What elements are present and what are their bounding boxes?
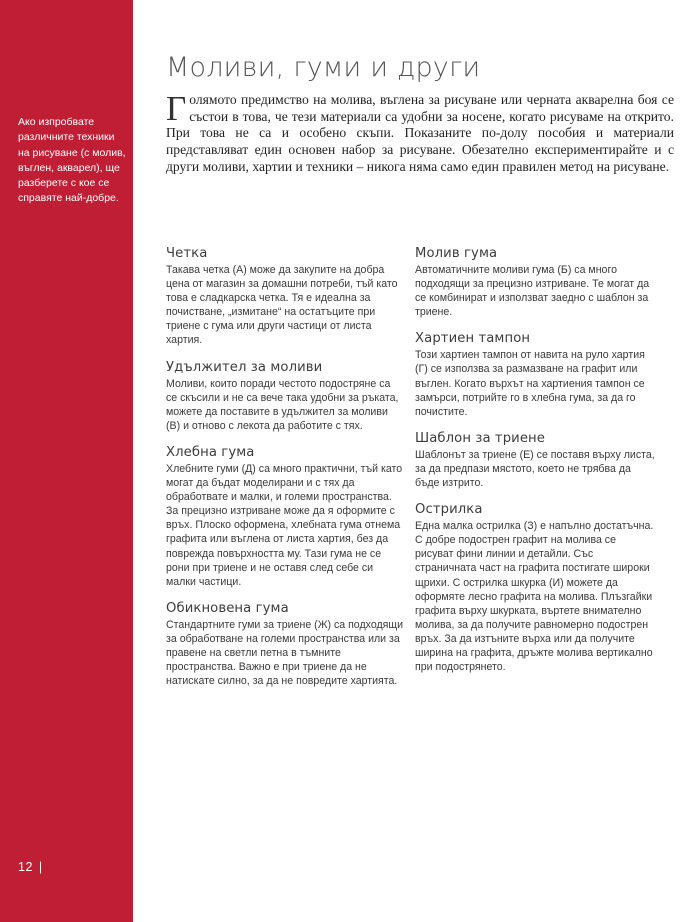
section-heading: Обикновена гума — [166, 600, 289, 616]
section-heading: Шаблон за триене — [415, 430, 545, 446]
section-body: Една малка острилка (З) е напълно достатъчна. С добре подострен графит на молива се рисуват фини линии и детайли. Със страничната част на графита постигате широки щрихи. С острилка шкурка (И) можете да оформяте лесно графита на молива. Плъзгайки графита върху шкурката, въртете внимателно молива, за да получите равномерно подострен връх. За да изтъните върха или да получите ширина на графита, дръжте молива вертикално при подострянето. — [415, 520, 654, 674]
section-heading: Четка — [166, 246, 208, 261]
section-body: Моливи, които поради честото подостряне са се скъсили и не са вече така удобни за ръката, можете да поставите в удължител за моливи (В) и отново с лекота да работите с тях. — [166, 377, 399, 432]
section-heading: Удължител за моливи — [166, 359, 323, 375]
section-heading: Острилка — [415, 502, 483, 518]
page-number — [18, 860, 43, 874]
page-number-value: 12 — [18, 860, 33, 874]
section-heading: Молив гума — [415, 246, 498, 261]
section-heading: Хартиен тампон — [415, 331, 531, 347]
section-brush — [166, 246, 404, 348]
section-body: Този хартиен тампон от навита на руло хартия (Г) се използва за размазване на графит или въглен. Когато върхът на хартиения тампон се замърси, потрийте го в хлебна гума, за да го почистите. — [415, 349, 645, 418]
section-kneaded-eraser — [166, 445, 404, 589]
page-number-separator: | — [38, 860, 43, 874]
sidebar — [0, 0, 133, 922]
intro-dropcap: Г — [166, 89, 187, 128]
page-title: Моливи, гуми и други — [166, 52, 481, 83]
intro-text: олямото предимство на молива, въглена за рисуване или черната акварелна боя се състои в това, че тези материали са удобни за носене, когато рисуваме на открито. При това не са и особено скъпи. Показаните по-долу пособия и материали представляват един основен набор за рисуване. Обезателно експериментирайте и с други моливи, хартии и техники – никога няма само един правилен метод на рисуване. — [166, 92, 674, 174]
sidebar-note: Ако изпробвате различните техники на рисуване (с молив, въглен, акварел), ще разберете с кое се справяте най-добре. — [18, 116, 126, 205]
right-column — [415, 246, 655, 686]
section-sharpener — [415, 502, 655, 674]
section-body: Шаблонът за триене (Е) се поставя върху листа, за да предпази мястото, което не трябва да бъде изтрито. — [415, 448, 655, 490]
intro-paragraph — [166, 89, 674, 176]
section-body: Автоматичните моливи гума (Б) са много подходящи за прецизно изтриване. Те могат да се комбинират и използват заедно с шаблон за триене. — [415, 264, 650, 319]
section-heading: Хлебна гума — [166, 444, 255, 460]
section-pencil-extender — [166, 360, 404, 433]
section-paper-stump — [415, 331, 655, 418]
left-column — [166, 246, 404, 700]
section-standard-eraser — [166, 601, 404, 688]
section-body: Хлебните гуми (Д) са много практични, тъй като могат да бъдат моделирани и с тях да обработвате и малки, и големи пространства. За прецизно изтриване може да я оформите с връх. Плоско оформена, хлебната гума отнема графита или въглена от листа хартия, без да поврежда повърхността му. Тази гума не се рони при триене и не оставя след себе си малки частици. — [166, 462, 403, 588]
section-body: Такава четка (А) може да закупите на добра цена от магазин за домашни потреби, тъй като това е сладкарска четка. Тя е идеална за почистване, „измитане“ на остатъците при триене с гума или други частици от листа хартия. — [166, 264, 398, 347]
section-erasing-shield — [415, 431, 655, 490]
section-eraser-pencil — [415, 246, 655, 319]
section-body: Стандартните гуми за триене (Ж) са подходящи за обработване на големи пространства или за правене на светли петна в тъмните пространства. Важно е при триене да не натискате силно, за да не повредите хартията. — [166, 618, 404, 688]
